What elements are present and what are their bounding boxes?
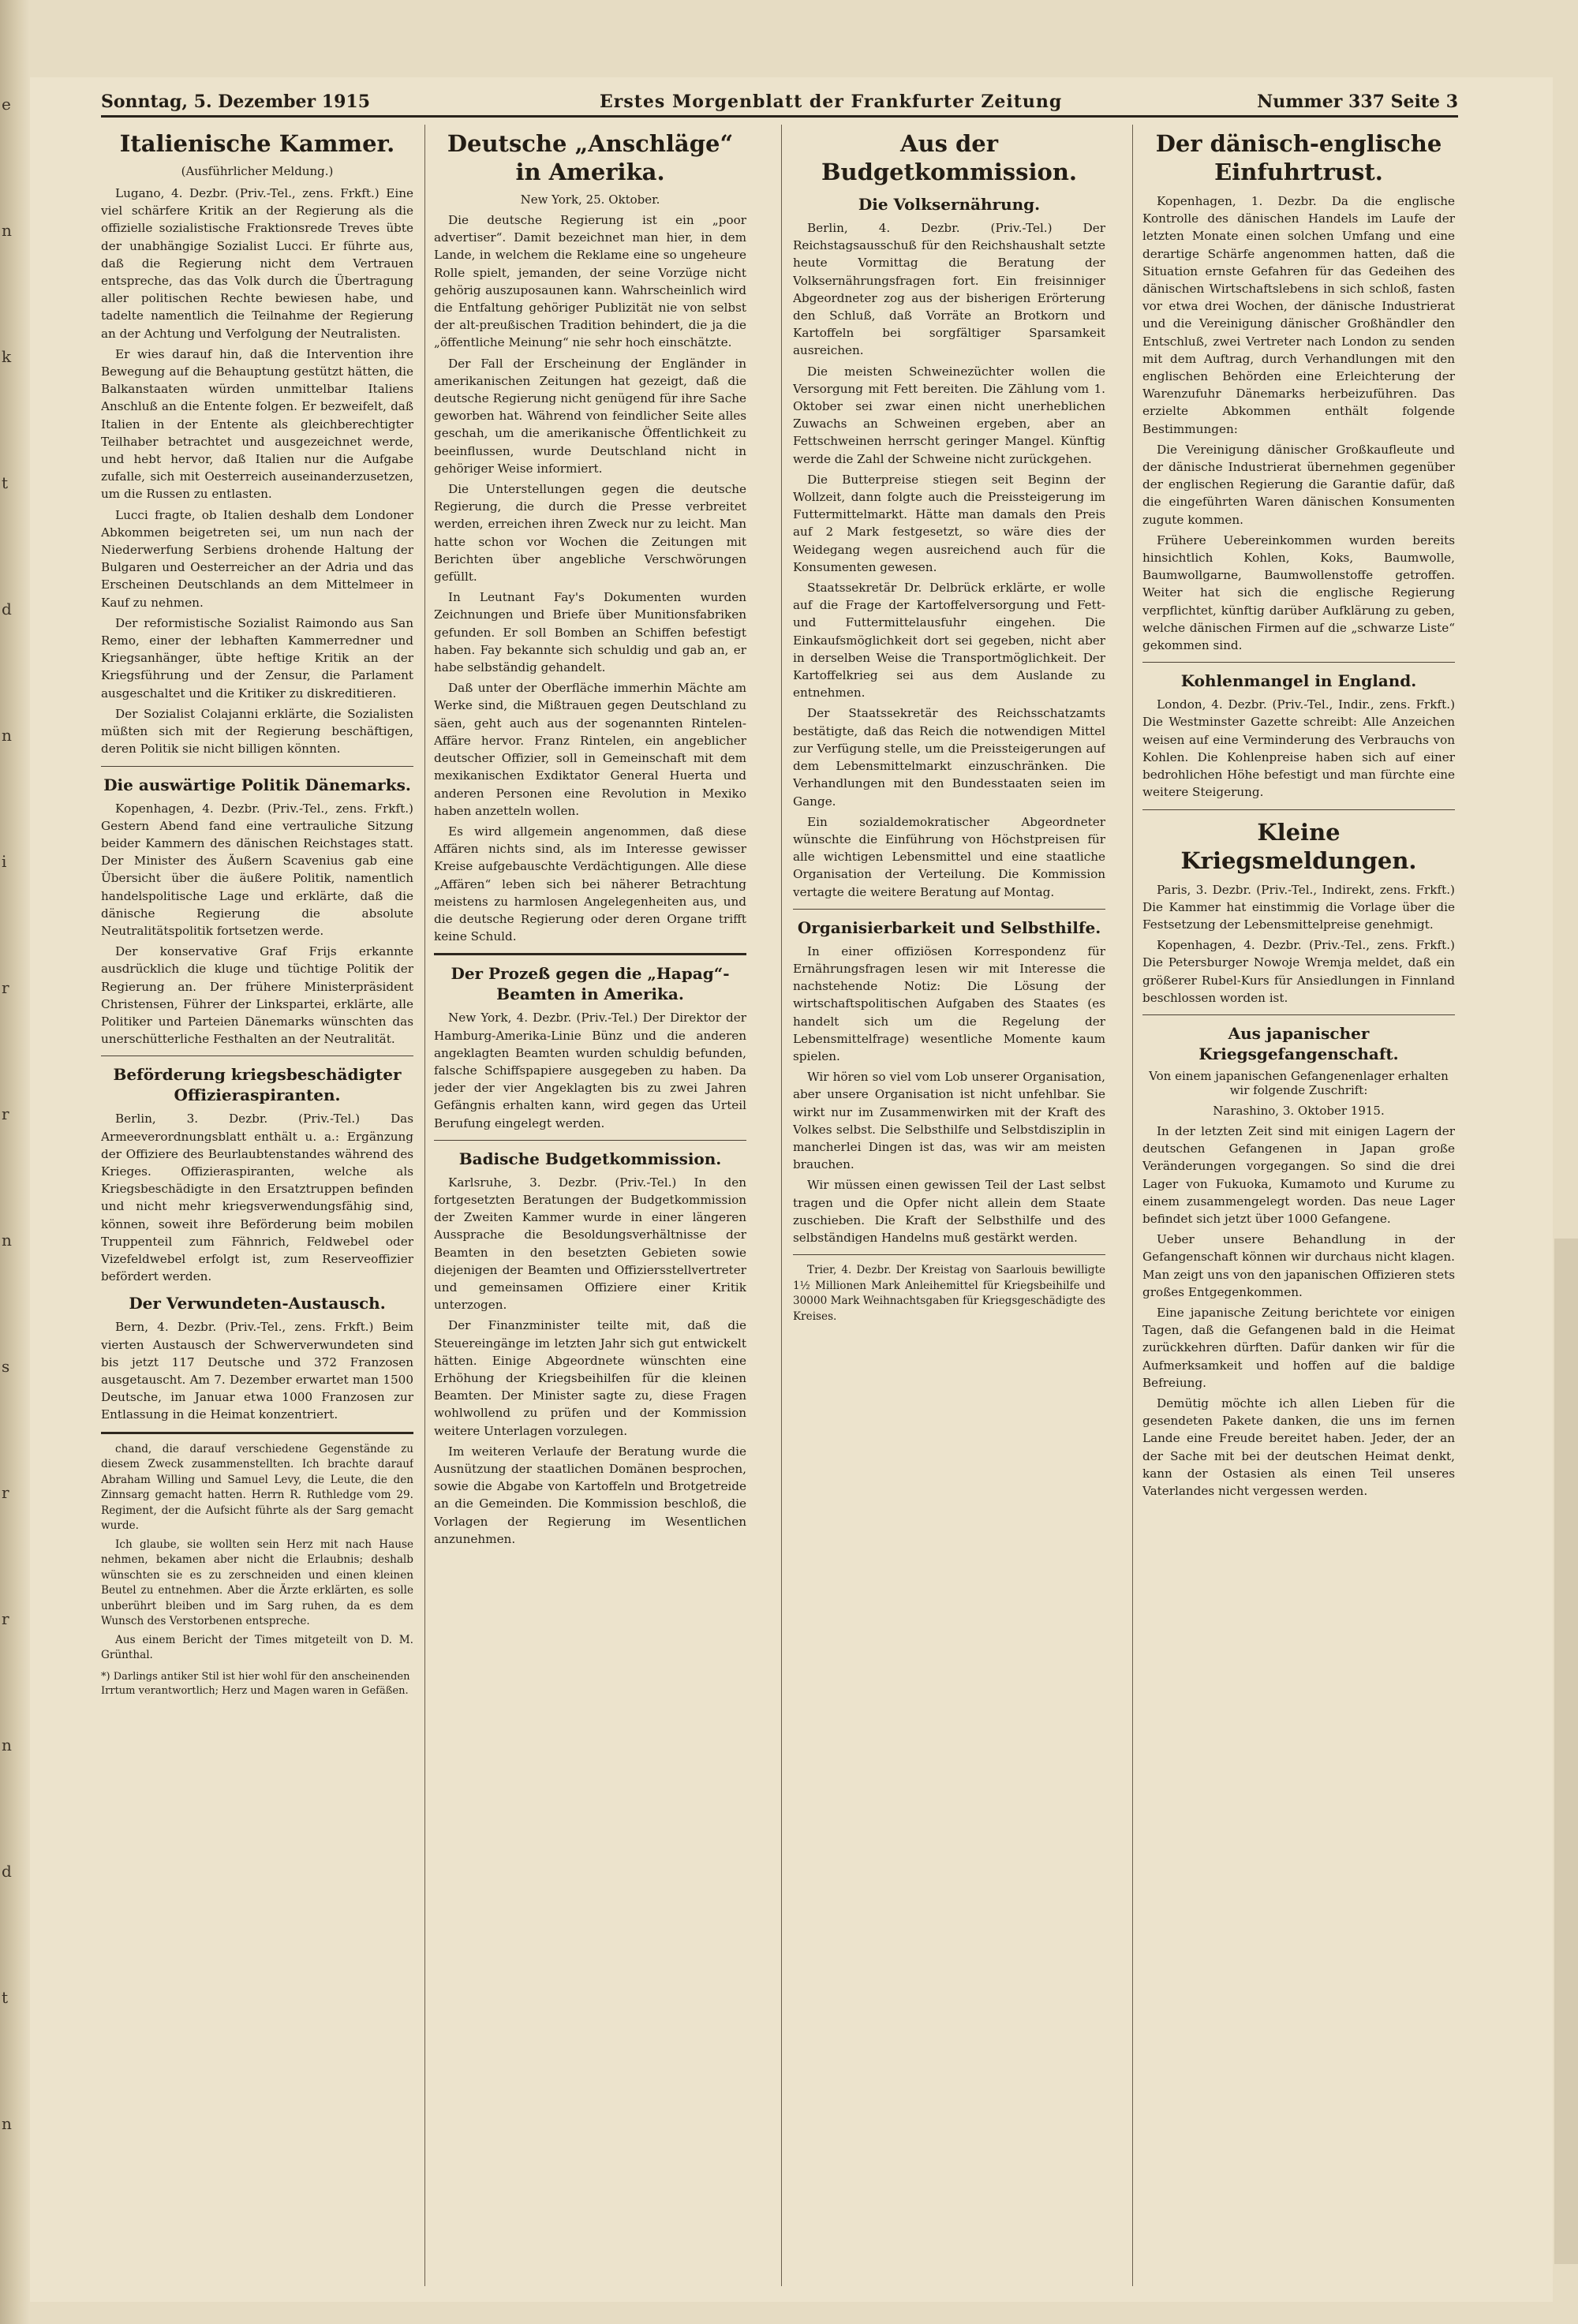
article-title: Deutsche „Anschläge“ in Amerika. [447,130,734,185]
binding-letter: s [2,1357,10,1376]
paragraph: In Leutnant Fay's Dokumenten wurden Zeichnungen und Briefe über Munitionsfabriken gefunden. Er soll Bomben an Schiffen befestigt haben. Fay bekannte sich schuldig und gab an, er habe selbständig gehandelt. [434,590,746,675]
paragraph: Demütig möchte ich allen Lieben für die gesendeten Pakete danken, die uns im fernen Lande eine Freude bereitet haben. Jeder, der an der Sache mit bei der deutschen Heimat denkt, kann der Ostasien als einen Teil unseres Vaterlandes nicht vergessen werden. [1142,1396,1455,1498]
article-heading: Kohlenmangel in England. [1180,671,1417,691]
paragraph: Es wird allgemein angenommen, daß diese Affären nichts sind, als im Interesse gewisser Kreise aufgebauschte Verdächtigungen. Alle diese „Affären“ leben sich bei näherer Betrachtung meistens zu harmlosen Angelegenheiten aus, und die deutsche Regierung oder deren Organe trifft keine Schuld. [434,824,746,944]
column-1 [101,125,413,2286]
article-title: Italienische Kammer. [119,130,395,157]
article-heading: Die auswärtige Politik Dänemarks. [103,775,411,794]
paragraph: Eine japanische Zeitung berichtete vor einigen Tagen, daß die Gefangenen bald in die Heimat zurückkehren dürften. Dafür danken wir für die Aufmerksamkeit und hoffen auf die baldige Befreiung. [1142,1305,1455,1390]
paragraph: London, 4. Dezbr. (Priv.-Tel., Indir., zens. Frkft.) Die Westminster Gazette schreibt: Alle Anzeichen weisen auf eine Verminderung des Verbrauchs von Kohlen. Die Kohlenpreise haben sich auf einer bedrohlichen Höhe befestigt und man fürchte eine weitere Steigerung. [1142,697,1455,800]
masthead-issue: Nummer 337 Seite 3 [1257,92,1458,112]
paragraph: Kopenhagen, 4. Dezbr. (Priv.-Tel., zens. Frkft.) Gestern Abend fand eine vertrauliche Sitzung beider Kammern des dänischen Reichstages statt. Der Minister des Äußern Scavenius gab eine Übersicht über die äußere Politik, namentlich handelspolitische Lage und erklärte, daß die dänische Regierung die absolute Neutralitätspolitik fortsetzen werde. [101,801,413,938]
binding-letter: i [2,852,7,871]
article-body [1142,1123,1455,1500]
article-heading: Beförderung kriegsbeschädigter Offizieraspiranten. [113,1065,402,1105]
article-heading: Kleine Kriegsmeldungen. [1180,818,1417,874]
masthead-rule [101,115,1458,118]
paragraph: Frühere Uebereinkommen wurden bereits hinsichtlich Kohlen, Koks, Baumwolle, Baumwollgarne, Baumwollenstoffe getroffen. Weiter hat sich die englische Regierung verpflichtet, künftig darüber Aufklärung zu geben, welche dänischen Firmen auf die „schwarze Liste“ gekommen sind. [1142,532,1455,653]
paragraph: Der konservative Graf Frijs erkannte ausdrücklich die kluge und tüchtige Politik der Regierung an. Der frühere Ministerpräsident Christensen, Führer der Linkspartei, erklärte, alle Politiker und Parteien Dänemarks wünschten das unerschütterliche Festhalten an der Neutralität. [101,944,413,1047]
article-body [793,219,1105,901]
paragraph: Ueber unsere Behandlung in der Gefangenschaft können wir durchaus nicht klagen. Man zeigt uns von den japanischen Offizieren stets großes Entgegenkommen. [1142,1232,1455,1299]
paragraph: Wir müssen einen gewissen Teil der Last selbst tragen und die Opfer nicht allein dem Staate zuschieben. Die Kraft der Selbsthilfe und des selbständigen Handelns muß gestärkt werden. [793,1178,1105,1245]
column-3 [793,125,1105,2286]
paragraph: Berlin, 3. Dezbr. (Priv.-Tel.) Das Armeeverordnungsblatt enthält u. a.: Ergänzung der Offiziere des Beurlaubtenstandes während des Krieges. Offizieraspiranten, welche als Kriegsbeschädigte in den Ersatztruppen befinden und nicht mehr kriegsverwendungsfähig sind, können, soweit ihre Beförderung beim mobilen Truppenteil zum Fähnrich, Feldwebel oder Vizefeldwebel erfolgt ist, zum Reserveoffizier befördert werden. [101,1112,413,1284]
paragraph: Kopenhagen, 4. Dezbr. (Priv.-Tel., zens. Frkft.) Die Petersburger Nowoje Wremja meldet, daß ein größerer Rubel-Kurs für Ansiedlungen in Finnland beschlossen worden ist. [1142,938,1455,1005]
divider [101,766,413,767]
feuilleton-body [101,1442,413,1664]
divider [101,1432,413,1434]
paragraph: Die Unterstellungen gegen die deutsche Regierung, die durch die Presse verbreitet werden, erreichen ihren Zweck nur zu leicht. Man hatte schon vor Wochen die Zeitungen mit Berichten über angebliche Verschwörungen gefüllt. [434,482,746,585]
paragraph: Daß unter der Oberfläche immerhin Mächte am Werke sind, die Mißtrauen gegen Deutschland zu säen, geht auch aus der sogenannten Rintelen-Affäre hervor. Franz Rintelen, ein angeblicher deutscher Offizier, soll in Gemeinschaft mit dem mexikanischen Exdiktator General Huerta und anderen Personen eine Revolution in Mexiko haben anzetteln wollen. [434,681,746,818]
paragraph: Die deutsche Regierung ist ein „poor advertiser“. Damit bezeichnet man hier, in dem Lande, in welchem die Reklame eine so ungeheure Rolle spielt, jemanden, der seine Vorzüge nicht gehörig auszuposaunen kann. Wahrscheinlich wird die Entfaltung gehöriger Publizität nie von selbst der alt-preußischen Tradition behindert, die ja die „öffentliche Meinung“ nie sehr hoch einschätzte. [434,213,746,350]
binding-letter: d [2,1862,12,1881]
binding-letter: k [2,347,12,366]
paragraph: chand, die darauf verschiedene Gegenstände zu diesem Zweck zusammenstellten. Ich brachte darauf Abraham Willing und Samuel Levy, die Leute, die den Zinnsarg gemacht hatten. Herrn R. Ruthledge vom 29. Regiment, der die Aufsicht führte als der Sarg gemacht wurde. [101,1442,413,1533]
article-heading: Der Prozeß gegen die „Hapag“-Beamten in Amerika. [451,964,730,1004]
article-subtitle: (Ausführlicher Meldung.) [181,164,334,178]
binding-letter: t [2,1988,9,2007]
divider [793,909,1105,910]
article-body [1142,192,1455,654]
divider [434,1140,746,1141]
article-title: Der dänisch-englische Einfuhrtrust. [1155,130,1442,185]
paragraph: Die Butterpreise stiegen seit Beginn der Wollzeit, dann folgte auch die Preissteigerung im Futtermittelmarkt. Hätte man damals den Preis auf 2 Mark festgesetzt, so wäre dies der Weidegang wegen ausreichend auch für die Konsumenten gewesen. [793,472,1105,574]
divider [434,953,746,955]
column-rule [424,125,425,2286]
article-heading: Der Verwundeten-Austausch. [129,1294,386,1313]
masthead-date: Sonntag, 5. Dezember 1915 [101,92,370,112]
binding-letter: r [2,1483,9,1502]
notice: Trier, 4. Dezbr. Der Kreistag von Saarlouis bewilligte 1½ Millionen Mark Anleihemittel für Kriegsbeihilfe und 30000 Mark Weihnachtsgaben für Kriegsgeschädigte des Kreises. [793,1264,1105,1323]
binding-letter: n [2,1231,12,1250]
article-subtitle: Die Volksernährung. [858,195,1041,214]
binding-letter: e [2,95,11,114]
column-4 [1142,125,1455,2286]
article-body [101,1318,413,1423]
paragraph: Der reformistische Sozialist Raimondo aus San Remo, einer der lebhaften Kammerredner und Kriegsanhänger, übte heftige Kritik an der Kriegsführung und der Zensur, die Parlament ausgeschaltet und die Kritiker zu diskreditieren. [101,615,413,701]
article-body [434,1174,746,1548]
binding-letter: n [2,2114,12,2133]
binding-letter: d [2,600,12,618]
paragraph: Lucci fragte, ob Italien deshalb dem Londoner Abkommen beigetreten sei, um nun nach der Niederwerfung Serbiens drohende Haltung der Bulgaren und Oesterreicher an der Adria und das Erscheinen Deutschlands an dem Mittelmeer in Kauf zu nehmen. [101,507,413,610]
article-body [101,1110,413,1285]
article-body [434,211,746,945]
paragraph: Staatssekretär Dr. Delbrück erklärte, er wolle auf die Frage der Kartoffelversorgung und Fett- und Futtermittelausfuhr eingehen. Die Einkaufsmöglichkeit dort sei gegeben, nicht aber in derselben Weise die Transportmöglichkeit. Der Kartoffelkrieg sei aus dem Auslande zu entnehmen. [793,581,1105,701]
paragraph: Paris, 3. Dezbr. (Priv.-Tel., Indirekt, zens. Frkft.) Die Kammer hat einstimmig die Vorlage über die Festsetzung der Lebensmittelpreise genehmigt. [1142,882,1455,932]
divider [793,1254,1105,1255]
divider [1142,662,1455,663]
article-body [434,1009,746,1131]
paragraph: In einer offiziösen Korrespondenz für Ernährungsfragen lesen wir mit Interesse die nachstehende Notiz: Die Lösung der wirtschaftspolitischen Aufgaben des Staates (es handelt sich um die Regelung der Lebensmittelfrage) wesentliche Momente kaum spielen. [793,943,1105,1063]
paragraph: Er wies darauf hin, daß die Intervention ihre Bewegung auf die Behauptung gestützt hätten, die Balkanstaaten würden unmittelbar Italiens Anschluß an die Entente folgen. Er bezweifelt, daß Italien in der Entente als gleichberechtigter Teilhaber betrachtet und ausgezeichnet werde, und hebt hervor, daß Italien nur die Aufgabe zufalle, sich mit Oesterreich auseinanderzusetzen, um die Russen zu entlasten. [101,346,413,502]
article-body [793,943,1105,1246]
column-2 [434,125,746,2286]
paragraph: Kopenhagen, 1. Dezbr. Da die englische Kontrolle des dänischen Handels im Laufe der letzten Monate einen solchen Umfang und eine derartige Schärfe angenommen hatten, daß die Situation ernste Gefahren für das Gedeihen des dänischen Wirtschaftslebens in sich schloß, fasten vor etwa drei Wochen, der dänische Industrierat und die Vereinigung dänischer Großhändler den Entschluß, zwei Vertreter nach London zu senden mit dem Auftrag, durch Verhandlungen mit den englischen Behörden eine Erleichterung der Warenzufuhr Dänemarks herbeizuführen. Das erzielte Abkommen enthält folgende Bestimmungen: [1142,194,1455,436]
masthead [101,85,1458,117]
article-body [1142,881,1455,1007]
binding-letter: n [2,1736,12,1754]
paragraph: Ich glaube, sie wollten sein Herz mit nach Hause nehmen, bekamen aber nicht die Erlaubnis; deshalb wünschten sie es zu zerschneiden und einen kleinen Beutel zu entnehmen. Aber die Ärzte erklärten, es solle unberührt bleiben und im Sarg ruhen, da es dem Wunsch des Verstorbenen entspreche. [101,1538,413,1628]
divider [1142,1014,1455,1015]
paragraph: Bern, 4. Dezbr. (Priv.-Tel., zens. Frkft.) Beim vierten Austausch der Schwerverwundeten sind bis jetzt 117 Deutsche und 372 Franzosen ausgetauscht. Am 7. Dezember erwartet man 1500 Deutsche, im Januar etwa 1000 Franzosen zur Entlassung in die Heimat konzentriert. [101,1320,413,1422]
paragraph: Die meisten Schweinezüchter wollen die Versorgung mit Fett bereiten. Die Zählung vom 1. Oktober sei zwar einen nicht unerheblichen Zuwachs an Schweinen ergeben, aber an Fettschweinen herrscht geringer Mangel. Künftig werde die Zahl der Schweine nicht zurückgehen. [793,364,1105,466]
binding-letter: r [2,1609,9,1628]
paragraph: Lugano, 4. Dezbr. (Priv.-Tel., zens. Frkft.) Eine viel schärfere Kritik an der Regierung als die offizielle sozialistische Fraktionsrede Treves übte der unabhängige Sozialist Lucci. Er führte aus, daß die Regierung nicht dem Vertrauen entspreche, das das Volk durch die Übertragung aller politischen Rechte bewiesen habe, und tadelte namentlich die Teilnahme der Regierung an der Achtung und Verfolgung der Neutralisten. [101,186,413,341]
binding-letter: r [2,978,9,997]
article-body [1142,696,1455,801]
paragraph: Aus einem Bericht der Times mitgeteilt von D. M. Grünthal. [101,1633,413,1662]
column-rule [1132,125,1133,2286]
article-title: Aus der Budgetkommission. [821,130,1077,185]
paragraph: Der Fall der Erscheinung der Engländer in amerikanischen Zeitungen hat gezeigt, daß die deutsche Regierung nicht genügend für ihre Sache geworben hat. Während von feindlicher Seite alles geschah, um die amerikanische Öffentlichkeit zu beeinflussen, wurde Deutschland nicht in gehöriger Weise informiert. [434,356,746,476]
paragraph: Im weiteren Verlaufe der Beratung wurde die Ausnützung der staatlichen Domänen besprochen, sowie die Abgabe von Kartoffeln und Brotgetreide an die Gemeinden. Die Kommission beschloß, die Vorlagen der Regierung im Wesentlichen anzunehmen. [434,1444,746,1546]
binding-letter: r [2,1104,9,1123]
paragraph: New York, 4. Dezbr. (Priv.-Tel.) Der Direktor der Hamburg-Amerika-Linie Bünz und die anderen angeklagten Beamten wurden schuldig befunden, falsche Schiffspapiere ausgegeben zu haben. Da jeder der vier Angeklagten bis zu zwei Jahren Gefängnis erhalten kann, wird gegen das Urteil Berufung eingelegt werden. [434,1011,746,1130]
divider [1142,809,1455,810]
binding-letter: n [2,726,12,745]
masthead-edition: Erstes Morgenblatt der Frankfurter Zeitung [600,92,1063,112]
paragraph: Der Finanzminister teilte mit, daß die Steuereingänge im letzten Jahr sich gut entwickelt hätten. Einige Abgeordnete wünschten eine Erhöhung der Kriegsbeihilfen für die kleinen Beamten. Der Minister sagte zu, diese Fragen wohlwollend zu prüfen und der Kommission weitere Unterlagen vorzulegen. [434,1318,746,1438]
article-intro: Von einem japanischen Gefangenenlager erhalten wir folgende Zuschrift: [1149,1068,1449,1097]
paragraph: Wir hören so viel vom Lob unserer Organisation, aber unsere Organisation ist nicht unfehlbar. Sie wirkt nur im Zusammenwirken mit der Kraft des Volkes selbst. Die Selbsthilfe und Selbstdisziplin in mancherlei Dingen ist das, was wir am meisten brauchen. [793,1070,1105,1172]
paragraph: Berlin, 4. Dezbr. (Priv.-Tel.) Der Reichstagsausschuß für den Reichshaushalt setzte heute Vormittag die Beratung der Volksernährungsfragen fort. Ein freisinniger Abgeordneter zog aus der bisherigen Erörterung den Schluß, daß Vorräte an Brotkorn und Kartoffeln bei sorgfältiger Sparsamkeit ausreichen. [793,221,1105,358]
paragraph: Die Vereinigung dänischer Großkaufleute und der dänische Industrierat übernehmen gegenüber der englischen Regierung die Garantie dafür, daß die eingeführten Waren dänischen Konsumenten zugute kommen. [1142,442,1455,527]
article-heading: Badische Budgetkommission. [458,1149,722,1168]
article-body [101,800,413,1048]
paragraph: Ein sozialdemokratischer Abgeordneter wünschte die Einführung von Höchstpreisen für alle wichtigen Lebensmittel und eine staatliche Organisation der Verteilung. Die Kommission vertagte die weitere Beratung auf Montag. [793,814,1105,899]
column-rule [781,125,782,2286]
page-edge [1554,1239,1578,2264]
article-body [101,185,413,758]
paragraph: Karlsruhe, 3. Dezbr. (Priv.-Tel.) In den fortgesetzten Beratungen der Budgetkommission der Zweiten Kammer wurde in einer längeren Aussprache die Besoldungsverhältnisse der Beamten in den besetzten Gebieten sowie diejenigen der Beamten und Offiziersstellvertreter und gemeinsamen Offiziere einer Kritik unterzogen. [434,1175,746,1313]
article-heading: Aus japanischer Kriegsgefangenschaft. [1198,1023,1399,1063]
paragraph: Der Sozialist Colajanni erklärte, die Sozialisten müßten sich mit der Regierung beschäftigen, deren Politik sie nicht billigen könnten. [101,706,413,757]
article-heading: Organisierbarkeit und Selbsthilfe. [797,917,1101,937]
paragraph: Der Staatssekretär des Reichsschatzamts bestätigte, daß das Reich die notwendigen Mittel zur Verfügung stelle, um die Preissteigerungen auf dem Lebensmittelmarkt einzuschränken. Die Verhandlungen mit den Bundesstaaten seien im Gange. [793,706,1105,809]
article-dateline: Narashino, 3. Oktober 1915. [1213,1103,1385,1118]
article-dateline: New York, 25. Oktober. [520,192,660,207]
footnote: *) Darlings antiker Stil ist hier wohl für den anscheinenden Irrtum verantwortlich; Herz und Magen waren in Gefäßen. [101,1670,410,1697]
paragraph: In der letzten Zeit sind mit einigen Lagern der deutschen Gefangenen in Japan große Veränderungen vorgegangen. So sind die drei Lager von Fukuoka, Kumamoto und Kurume zu einem zusammengelegt worden. Das neue Lager befindet sich jetzt über 1000 Gefangene. [1142,1123,1455,1226]
binding-letter: t [2,473,9,492]
binding-letter: n [2,221,12,240]
